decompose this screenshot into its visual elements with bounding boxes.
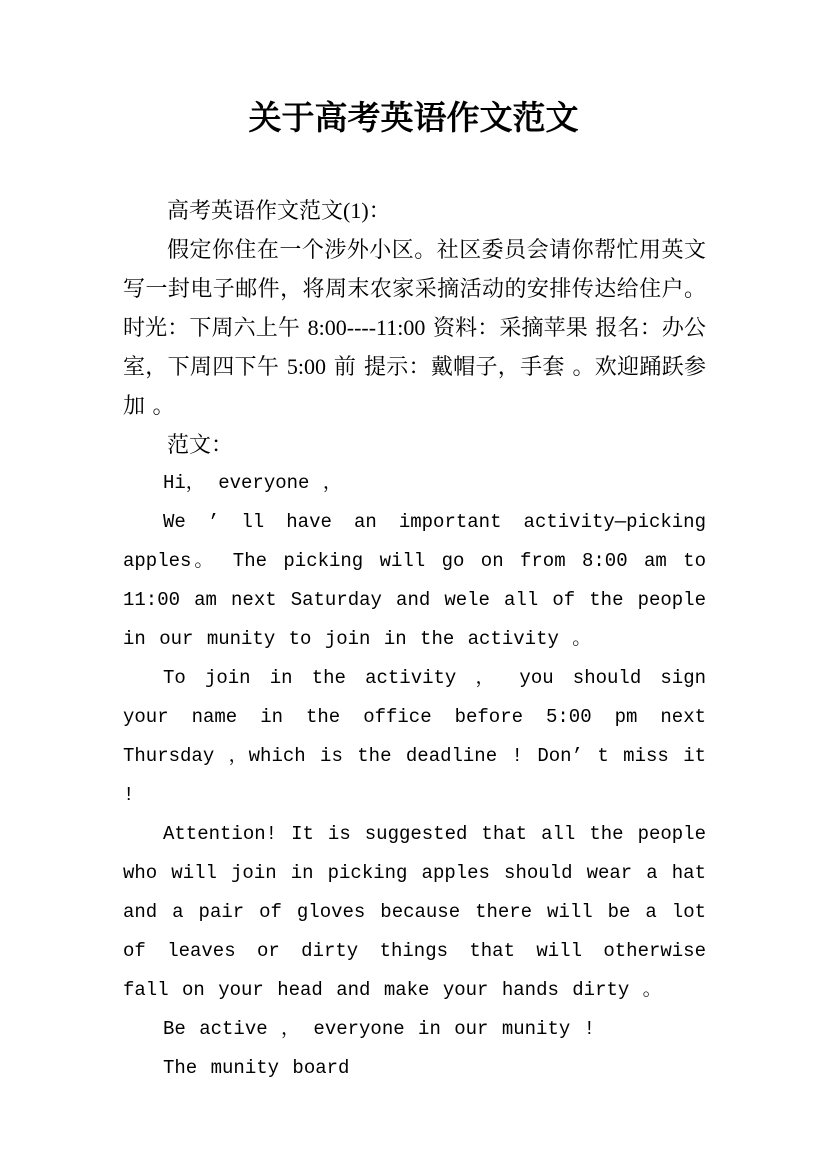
paragraph: 范文：: [167, 432, 234, 457]
paragraph: The munity board: [163, 1057, 350, 1079]
paragraph: To join in the activity ， you should sign your name in the office before 5:00 pm next Thursday ，which is the deadline ! Don’ t miss it !: [123, 667, 706, 806]
document-title: 关于高考英语作文范文: [248, 101, 579, 137]
paragraph: Hi， everyone ，: [163, 472, 342, 494]
document-body: [123, 191, 706, 1088]
paragraph: 高考英语作文范文(1)：: [167, 198, 391, 223]
paragraph: 假定你住在一个涉外小区。社区委员会请你帮忙用英文写一封电子邮件，将周末农家采摘活动的安排传达给住户。时光：下周六上午 8:00----11:00 资料：采摘苹果 报名：办公室，下周四下午 5:00 前 提示：戴帽子，手套 。欢迎踊跃参加 。: [123, 237, 706, 418]
paragraph: Attention! It is suggested that all the people who will join in picking apples should wear a hat and a pair of gloves because there will be a lot of leaves or dirty things that will otherwise fall on your head and make your hands dirty 。: [123, 823, 706, 1001]
paragraph: We ’ ll have an important activity—picking apples。 The picking will go on from 8:00 am to 11:00 am next Saturday and wele all of the people in our munity to join in the activity 。: [123, 511, 706, 650]
paragraph: Be active ， everyone in our munity !: [163, 1018, 596, 1040]
